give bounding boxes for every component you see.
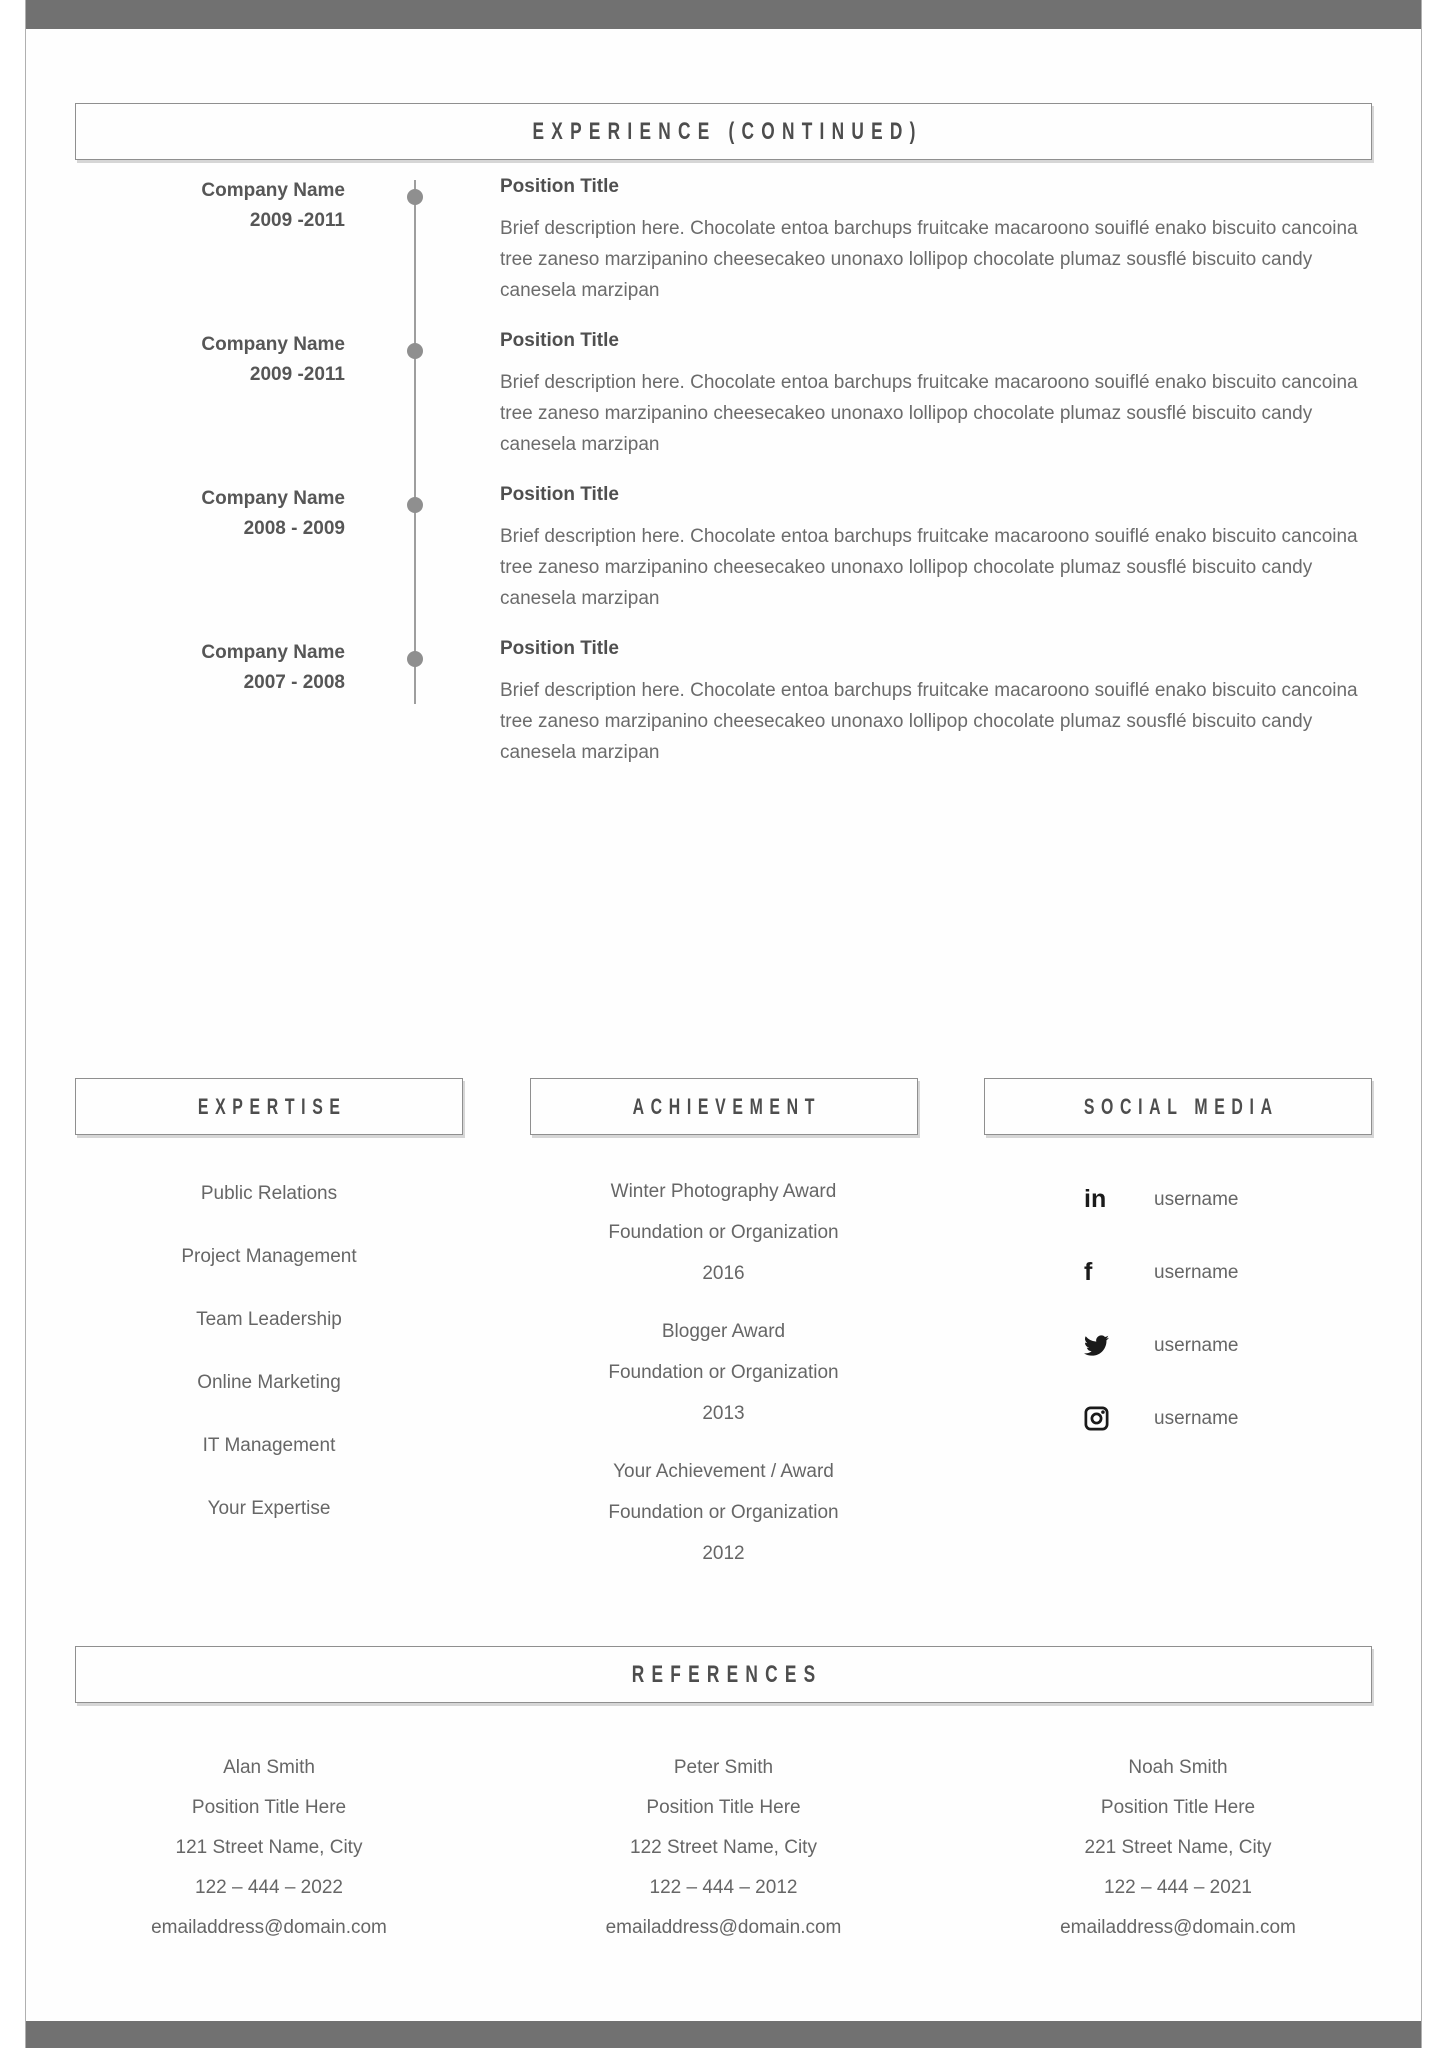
expertise-item: Online Marketing [197, 1372, 341, 1393]
position-title: Position Title [500, 176, 619, 197]
employment-dates: 2007 - 2008 [243, 672, 345, 693]
company-name: Company Name [201, 642, 345, 663]
achievement-item [530, 1171, 918, 1294]
position-description: Brief description here. Chocolate entoa barchups fruitcake macaroono souiflé enako biscuito cancoina tree zaneso marzipanino cheesecakeo unonaxo lollipop chocolate plumaz sousflé biscuito candy canesela marzipan [500, 372, 1358, 455]
position-title: Position Title [500, 484, 619, 505]
instagram-icon [1084, 1406, 1118, 1431]
facebook-icon: f [1084, 1258, 1093, 1286]
reference-name: Alan Smith [223, 1757, 315, 1778]
expertise-section-title: EXPERTISE [197, 1093, 347, 1119]
experience-timeline [75, 174, 1372, 768]
reference-street: 122 Street Name, City [630, 1837, 817, 1858]
references-list [75, 1748, 1372, 1948]
position-description: Brief description here. Chocolate entoa barchups fruitcake macaroono souiflé enako biscuito cancoina tree zaneso marzipanino cheesecakeo unonaxo lollipop chocolate plumaz sousflé biscuito candy canesela marzipan [500, 680, 1358, 763]
social-row-linkedin [984, 1179, 1372, 1220]
position-title: Position Title [500, 638, 619, 659]
reference-phone: 122 – 444 – 2012 [649, 1877, 798, 1898]
social-row-twitter [984, 1325, 1372, 1366]
achievement-column [530, 1078, 918, 1591]
references-section-header [75, 1646, 1372, 1703]
social-media-column [984, 1078, 1372, 1591]
experience-section-header [75, 103, 1372, 160]
expertise-item: Public Relations [200, 1183, 338, 1204]
timeline-dot [407, 651, 423, 667]
social-username: username [1154, 1407, 1239, 1429]
position-description: Brief description here. Chocolate entoa barchups fruitcake macaroono souiflé enako biscuito cancoina tree zaneso marzipanino cheesecakeo unonaxo lollipop chocolate plumaz sousflé biscuito candy canesela marzipan [500, 526, 1358, 609]
position-description: Brief description here. Chocolate entoa barchups fruitcake macaroono souiflé enako biscuito cancoina tree zaneso marzipanino cheesecakeo unonaxo lollipop chocolate plumaz sousflé biscuito candy canesela marzipan [500, 218, 1358, 301]
reference-name: Noah Smith [1128, 1757, 1228, 1778]
reference-street: 221 Street Name, City [1084, 1837, 1272, 1858]
linkedin-icon: in [1084, 1185, 1107, 1213]
experience-entry [75, 482, 1372, 614]
page-top-accent-bar [26, 0, 1421, 29]
reference-phone: 122 – 444 – 2021 [1104, 1877, 1252, 1898]
expertise-list [75, 1179, 463, 1523]
social-media-list [984, 1179, 1372, 1439]
expertise-section-header [75, 1078, 463, 1135]
employment-dates: 2008 - 2009 [243, 518, 345, 539]
references-section-title: REFERENCES [631, 1660, 823, 1688]
reference-position: Position Title Here [191, 1797, 347, 1818]
reference-name: Peter Smith [673, 1757, 774, 1778]
expertise-column [75, 1078, 463, 1591]
company-name: Company Name [201, 180, 345, 201]
timeline-dot [407, 497, 423, 513]
experience-entry [75, 636, 1372, 768]
social-media-section-header [984, 1078, 1372, 1135]
company-name: Company Name [201, 488, 345, 509]
expertise-item: IT Management [202, 1435, 336, 1456]
social-username: username [1154, 1188, 1239, 1210]
achievement-section-title: ACHIEVEMENT [632, 1093, 822, 1119]
award-name: Winter Photography Award [610, 1181, 837, 1202]
expertise-item: Project Management [181, 1246, 357, 1267]
award-org: Foundation or Organization [608, 1502, 839, 1523]
award-org: Foundation or Organization [608, 1222, 839, 1243]
company-name: Company Name [201, 334, 345, 355]
reference-email: emailaddress@domain.com [151, 1917, 387, 1938]
resume-page [25, 0, 1422, 2048]
page-bottom-accent-bar [26, 2021, 1421, 2048]
achievement-section-header [530, 1078, 918, 1135]
reference-card [530, 1748, 918, 1948]
reference-position: Position Title Here [1100, 1797, 1256, 1818]
social-row-facebook [984, 1252, 1372, 1293]
award-year: 2016 [702, 1263, 745, 1284]
reference-email: emailaddress@domain.com [1060, 1917, 1296, 1938]
expertise-item: Your Expertise [207, 1498, 331, 1519]
social-media-section-title: SOCIAL MEDIA [1083, 1093, 1279, 1119]
employment-dates: 2009 -2011 [249, 210, 345, 231]
employment-dates: 2009 -2011 [249, 364, 345, 385]
reference-card [75, 1748, 463, 1948]
experience-entry [75, 328, 1372, 460]
reference-position: Position Title Here [646, 1797, 801, 1818]
reference-email: emailaddress@domain.com [605, 1917, 842, 1938]
experience-entry [75, 174, 1372, 306]
achievement-list [530, 1171, 918, 1574]
reference-phone: 122 – 444 – 2022 [195, 1877, 343, 1898]
timeline-dot [407, 343, 423, 359]
award-year: 2013 [702, 1403, 745, 1424]
award-name: Blogger Award [661, 1321, 786, 1342]
award-name: Your Achievement / Award [613, 1461, 834, 1482]
social-username: username [1154, 1261, 1239, 1283]
position-title: Position Title [500, 330, 619, 351]
award-org: Foundation or Organization [608, 1362, 839, 1383]
achievement-item [530, 1311, 918, 1434]
reference-card [984, 1748, 1372, 1948]
twitter-icon [1084, 1333, 1118, 1358]
expertise-item: Team Leadership [196, 1309, 342, 1330]
social-username: username [1154, 1334, 1239, 1356]
experience-section-title: EXPERIENCE (CONTINUED) [532, 117, 923, 145]
achievement-item [530, 1451, 918, 1574]
reference-street: 121 Street Name, City [175, 1837, 363, 1858]
timeline-dot [407, 189, 423, 205]
award-year: 2012 [702, 1543, 745, 1564]
social-row-instagram [984, 1398, 1372, 1439]
